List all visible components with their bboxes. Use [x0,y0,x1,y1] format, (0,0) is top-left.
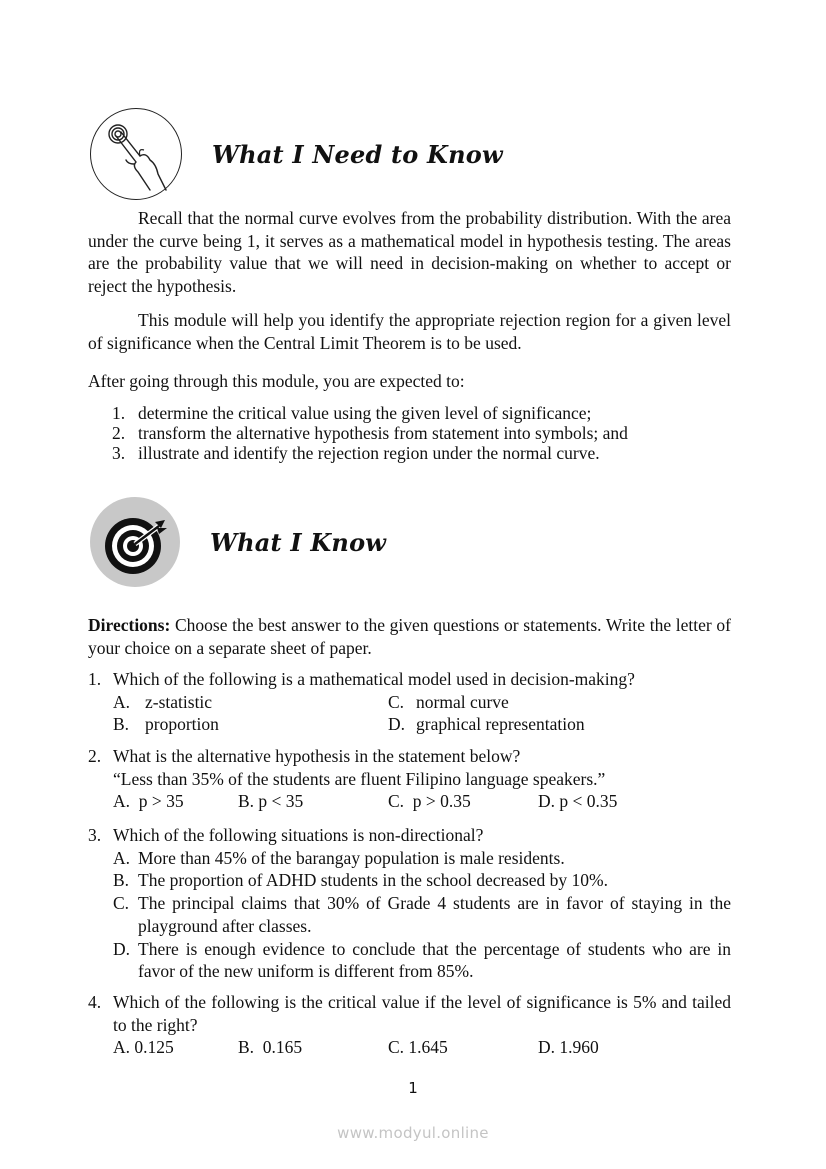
option-text: normal curve [416,691,509,712]
objectives-list [112,403,742,463]
page-number: 1 [408,1079,418,1097]
target-icon [90,497,180,587]
objective-item [112,423,742,443]
question-number: 4. [88,992,102,1012]
option-c[interactable] [113,892,731,937]
option-a[interactable]: A. p > 35 [113,791,184,812]
directions-text: Choose the best answer to the given questions or statements. Write the letter of your choice on a separate sheet of paper. [88,615,731,658]
option-letter: B. [113,870,130,891]
question-3 [88,824,731,983]
question-quote: “Less than 35% of the students are fluent Filipino language speakers.” [113,768,606,789]
option-text: There is enough evidence to conclude that the percentage of students who are in favor of the new uniform is different from 85%. [138,938,731,982]
question-number: 2. [88,746,102,766]
option-text: More than 45% of the barangay population is male residents. [138,847,565,868]
question-options [113,691,731,736]
option-text: z-statistic [145,691,213,712]
option-letter: C. [113,893,130,914]
objective-number: 1. [112,403,126,423]
option-text: graphical representation [416,714,585,735]
question-number: 1. [88,669,102,689]
question-text: What is the alternative hypothesis in the statement below? [113,746,521,766]
objective-item [112,443,742,463]
objective-number: 2. [112,423,126,443]
question-text: Which of the following is a mathematical model used in decision-making? [113,669,635,689]
option-a[interactable]: A. 0.125 [113,1037,174,1058]
intro-paragraph-2: This module will help you identify the appropriate rejection region for a given level of significance when the Central Limit Theorem is to be used. [88,310,731,353]
option-b[interactable] [113,713,388,736]
option-b[interactable] [113,869,731,892]
objective-text: illustrate and identify the rejection region under the normal curve. [138,443,600,463]
directions-label: Directions: [88,615,171,635]
section-header-what-i-know [90,497,386,587]
option-letter: B. [113,714,130,735]
objective-text: determine the critical value using the given level of significance; [138,403,592,423]
pointing-hand-icon [90,108,182,200]
objective-text: transform the alternative hypothesis from statement into symbols; and [138,423,628,443]
option-d[interactable]: D. p < 0.35 [538,791,618,812]
option-text: The principal claims that 30% of Grade 4 students are in favor of staying in the playground after classes. [138,893,731,936]
option-c[interactable]: C. 1.645 [388,1037,448,1058]
option-b[interactable]: B. 0.165 [238,1037,303,1058]
option-letter: C. [388,691,405,712]
intro-paragraph-1: Recall that the normal curve evolves from the probability distribution. With the area under the curve being 1, it serves as a mathematical model in hypothesis testing. The areas are the probability value that we will need in decision-making on whether to accept or reject the hypothesis. [88,208,731,297]
question-options [113,847,731,983]
question-options [113,1036,731,1059]
question-text: Which of the following is the critical value if the level of significance is 5% and tailed to the right? [113,992,731,1035]
question-options [113,790,731,813]
option-d[interactable] [388,713,731,736]
option-text: The proportion of ADHD students in the school decreased by 10%. [138,870,608,891]
option-a[interactable] [113,691,388,714]
option-d[interactable] [113,938,731,983]
option-d[interactable]: D. 1.960 [538,1037,599,1058]
option-c[interactable]: C. p > 0.35 [388,791,471,812]
option-c[interactable] [388,691,731,714]
question-1 [88,668,731,736]
section-header-need-to-know [90,108,503,200]
question-2 [88,745,731,813]
option-b[interactable]: B. p < 35 [238,791,304,812]
watermark: www.modyul.online [337,1124,489,1142]
question-4 [88,991,731,1059]
option-letter: D. [388,714,406,735]
option-a[interactable] [113,847,731,870]
option-letter: A. [113,691,131,712]
option-letter: A. [113,847,131,868]
objective-item [112,403,742,423]
question-text: Which of the following situations is non-directional? [113,825,484,845]
option-letter: D. [113,938,131,959]
section-title: What I Know [210,527,387,557]
section-title: What I Need to Know [212,139,503,169]
option-text: proportion [145,714,219,735]
objectives-intro: After going through this module, you are expected to: [88,371,465,391]
question-number: 3. [88,825,102,845]
directions [88,614,731,659]
objective-number: 3. [112,443,126,463]
